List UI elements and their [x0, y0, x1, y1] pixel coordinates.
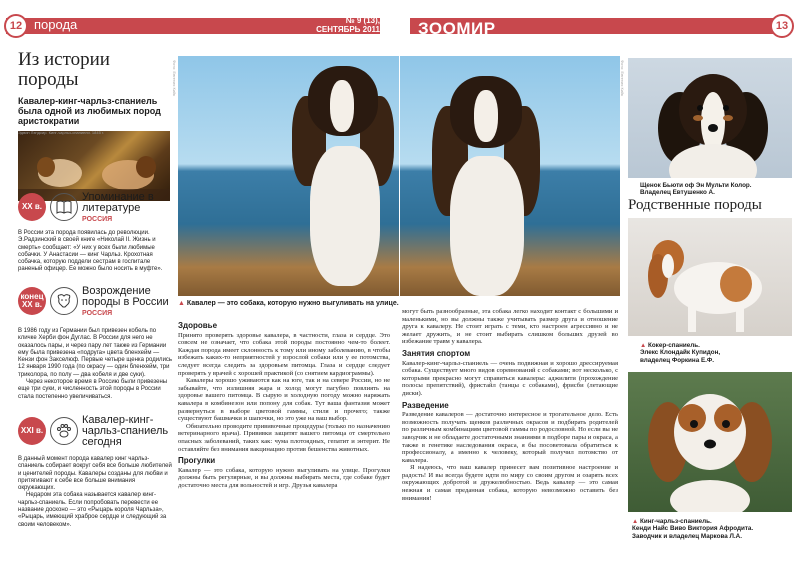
article-paragraph: могут быть разнообразные, эта собака легко находит контакт с большими и маленькими, но вы должны также учитывать размер друга и отношение друга к кавалеру. Не стоит играть с теми, кто настроен агрессивно и не желает дружить, и не стоит выбирать слишком больших друзей во избежание травм у кавалера.	[402, 308, 618, 346]
cocker-caption-line2: Элекс Клондайк Купидон,	[640, 349, 721, 357]
main-dog-photo	[178, 56, 620, 296]
era-paragraph: Недаром эта собака называется кавалер кинг-чарльз-спаниель. Если попробовать перевести ее название досконо — это «Рыцарь короля Чарльза», «Рыцарь, имеющий храброе сердце и следующий за своим человеком».	[18, 492, 167, 528]
cocker-figure	[628, 218, 792, 336]
king-charles-figure	[628, 372, 792, 512]
article-paragraph: Кавалер-кинг-чарльз-спаниель — очень подвижная и хорошо дрессируемая собака. Существует много видов соревнований с собаками; вот несколько, с которыми прекрасно могут справиться кавалеры: аджилити (прохождение полосы препятствий), фристайл (танцы с собаками), фрисби (летающие диски).	[402, 359, 618, 397]
magazine-logo	[418, 12, 496, 39]
section-name: порода	[34, 17, 78, 32]
magazine-logo-big: ЗООМИР	[418, 19, 496, 38]
page-header	[0, 14, 800, 38]
kc-caption-line3: Заводчик и владелец Маркова Л.А.	[632, 532, 742, 540]
era-revival	[18, 284, 178, 401]
book-icon	[50, 193, 78, 221]
era-paragraph: Через некоторое время в Россию были привезены еще три суки, и численность этой породы в России стала постепенно увеличиваться.	[18, 379, 168, 400]
era-today	[18, 414, 178, 529]
article-paragraph: Обязательно проводите прививочные процедуры (только по назначению ветеринарного врача). Прививки защитят вашего питомца от смертельно опасных заболеваний, таких как: чума плотоядных, гепатит и энтерит. Не оставляйте без внимания вакцинацию против бешенства животных.	[178, 422, 390, 453]
puppy-caption-line2: Владелец Евтушенко А.	[640, 189, 715, 197]
era-badge: XXI в.	[18, 417, 46, 445]
issue-date: СЕНТЯБРЬ 2011	[316, 25, 380, 34]
era-paragraph: В данный момент порода кавалер кинг чарльз-спаниель собирает вокруг себя все больше любителей и ценителей породы. Кавалеры созданы для любви и притягивают к себе все больше внимания окружающих.	[18, 456, 172, 492]
photo-left-half	[178, 56, 399, 296]
era-literature	[18, 190, 178, 274]
magazine-logo-small: МОЙ	[418, 12, 435, 19]
article-paragraph: Я надеюсь, что ваш кавалер принесет вам позитивное настроение и радость! И вы всегда будете идти по миру со своим другом и озарять всех окружающих добротой и дружелюбностью. Ведь кавалер — это самая нежная и самая преданная собака, которую невозможно оставить без внимания!	[402, 464, 618, 502]
painting-credit: Эдвин Лэндсир. Кинг-чарльз-спаниели. 1845 г.	[18, 131, 104, 135]
main-photo-caption	[178, 300, 399, 307]
page-number-right: 13	[770, 14, 794, 38]
era-text	[18, 456, 173, 529]
era-heading: Упоминание в литературе	[82, 190, 154, 214]
king-charles-caption	[632, 518, 753, 540]
puppy-photo	[628, 58, 792, 178]
cocker-caption-line3: владелец Форкина Е.Ф.	[640, 356, 715, 364]
era-text	[18, 230, 173, 274]
cocker-photo	[628, 218, 792, 336]
era-heading: Кавалер-кинг-чарльз-спаниель сегодня	[82, 413, 169, 448]
right-photo-credit-vertical: Фото: Евгения Кийк	[620, 60, 625, 97]
puppy-figure	[628, 58, 792, 178]
heading-sport: Занятия спортом	[402, 348, 471, 358]
kc-caption-line2: Кенди Найс Виво Виктория Афродита.	[632, 525, 754, 533]
heading-breeding: Разведение	[402, 400, 449, 410]
cocker-caption	[640, 342, 720, 364]
article-column-1	[178, 318, 390, 489]
puppy-caption-line1: Щенок Бьюти оф Эн Мульти Колор.	[640, 182, 752, 189]
era-tag: РОССИЯ	[82, 215, 113, 223]
photo-right-half	[400, 56, 620, 296]
page-number-left: 12	[4, 14, 28, 38]
photo-credit-vertical: Фото: Евгения Кийк	[172, 60, 177, 97]
puppy-caption	[640, 182, 752, 197]
heading-walks: Прогулки	[178, 456, 216, 466]
issue-number: № 9 (13),	[345, 16, 380, 25]
era-tag: РОССИЯ	[82, 309, 113, 317]
cocker-caption-line1: Кокер-спаниель.	[647, 342, 700, 349]
king-charles-photo	[628, 372, 792, 512]
caption-triangle-icon: ▲	[640, 342, 647, 349]
era-badge: XX в.	[18, 193, 46, 221]
main-caption-text: Кавалер — это собака, которую нужно выгуливать на улице.	[186, 300, 399, 307]
article-paragraph: Принято проверять здоровье кавалера, в частности, глаза и сердце. Это совсем не означает, что собака этой породы постоянно чем-то болеет. Каждая порода имеет склонность к тому или иному заболеванию, в чтобы избежать каких-то неприятностей у взрослой собаки или у ее потомства, следует всегда следить за здоровьем питомца. Глаза и сердце следует проверять у врачей с хорошей практикой (со снятием кардиограммы).	[178, 331, 390, 377]
issue-info	[300, 16, 380, 34]
era-badge: конец XX в.	[18, 287, 46, 315]
article-paragraph: Кавалер — это собака, которую нужно выгуливать на улице. Прогулки должны быть регулярные, и вы должны выбирать места, где собаке будет достаточно места для вольностей и игр. Друзья кавалера	[178, 466, 390, 489]
paw-icon	[50, 417, 78, 445]
sidebar-title: Из истории породы	[18, 49, 110, 90]
dog-icon	[50, 287, 78, 315]
sidebar-subtitle: Кавалер-кинг-чарльз-спаниель была одной из любимых пород аристократии	[18, 96, 161, 126]
article-paragraph: Кавалеры хорошо уживаются как на юге, так и на севере России, но не забывайте, что излишняя жара и холод могут пагубно повлиять на здоровье вашего питомца. В сырую и холодную погоду можно наряжать кавалера в комбинезон или попону для собак. Тут ваша фантазия может развернуться в выборе цветовой гаммы, стиля и прочего; также существуют башмачки и шапочки, но это уже на ваш выбор.	[178, 377, 390, 423]
kc-caption-line1: Кинг-чарльз-спаниель.	[639, 518, 712, 525]
heading-health: Здоровье	[178, 321, 218, 330]
era-heading: Возрождение породы в России	[82, 284, 169, 308]
article-paragraph: Разведение кавалеров — достаточно интересное и трогательное дело. Есть возможность получать щенков различных окрасов и подбирать родителей по различным комбинациям цветовой гаммы по родословной. Но если вы не заводчик и не обладаете достаточными знаниями в подборе пары и окраса, а также в генетике наследования окраса, я бы посоветовала обратиться к профессионалу, а именно к человеку, который получил потомство от кавалера.	[402, 411, 618, 464]
article-column-2	[402, 308, 618, 502]
era-paragraph: В России эта порода появилась до революции. Э.Радзинский в своей книге «Николай II. Жизнь и смерть» сообщает: «У них у всех были любимые собачки. У Анастасии — кинг Чарльз. Крохотная собачка, которую поддели сестрам в госпитале раненый офицер. Ее можно было носить в муфте».	[18, 230, 163, 273]
caption-triangle-icon: ▲	[178, 300, 185, 307]
era-text	[18, 328, 173, 401]
history-sidebar	[18, 50, 170, 201]
related-breeds-title: Родственные породы	[628, 197, 762, 213]
era-paragraph: В 1986 году из Германии был привезен кобель по кличке Херби фон Дуглас. В России для него не оказалось пары, и через пару лет также из Германии ему была привезена «подруга» цвета бленхейм — Кензи фон Закселюф. Первые четыре щенка родились 12 января 1990 года (по окрасу — один бленхейм, три триколора, по полу — два кобеля и две суки).	[18, 328, 173, 378]
caption-triangle-icon: ▲	[632, 518, 639, 525]
